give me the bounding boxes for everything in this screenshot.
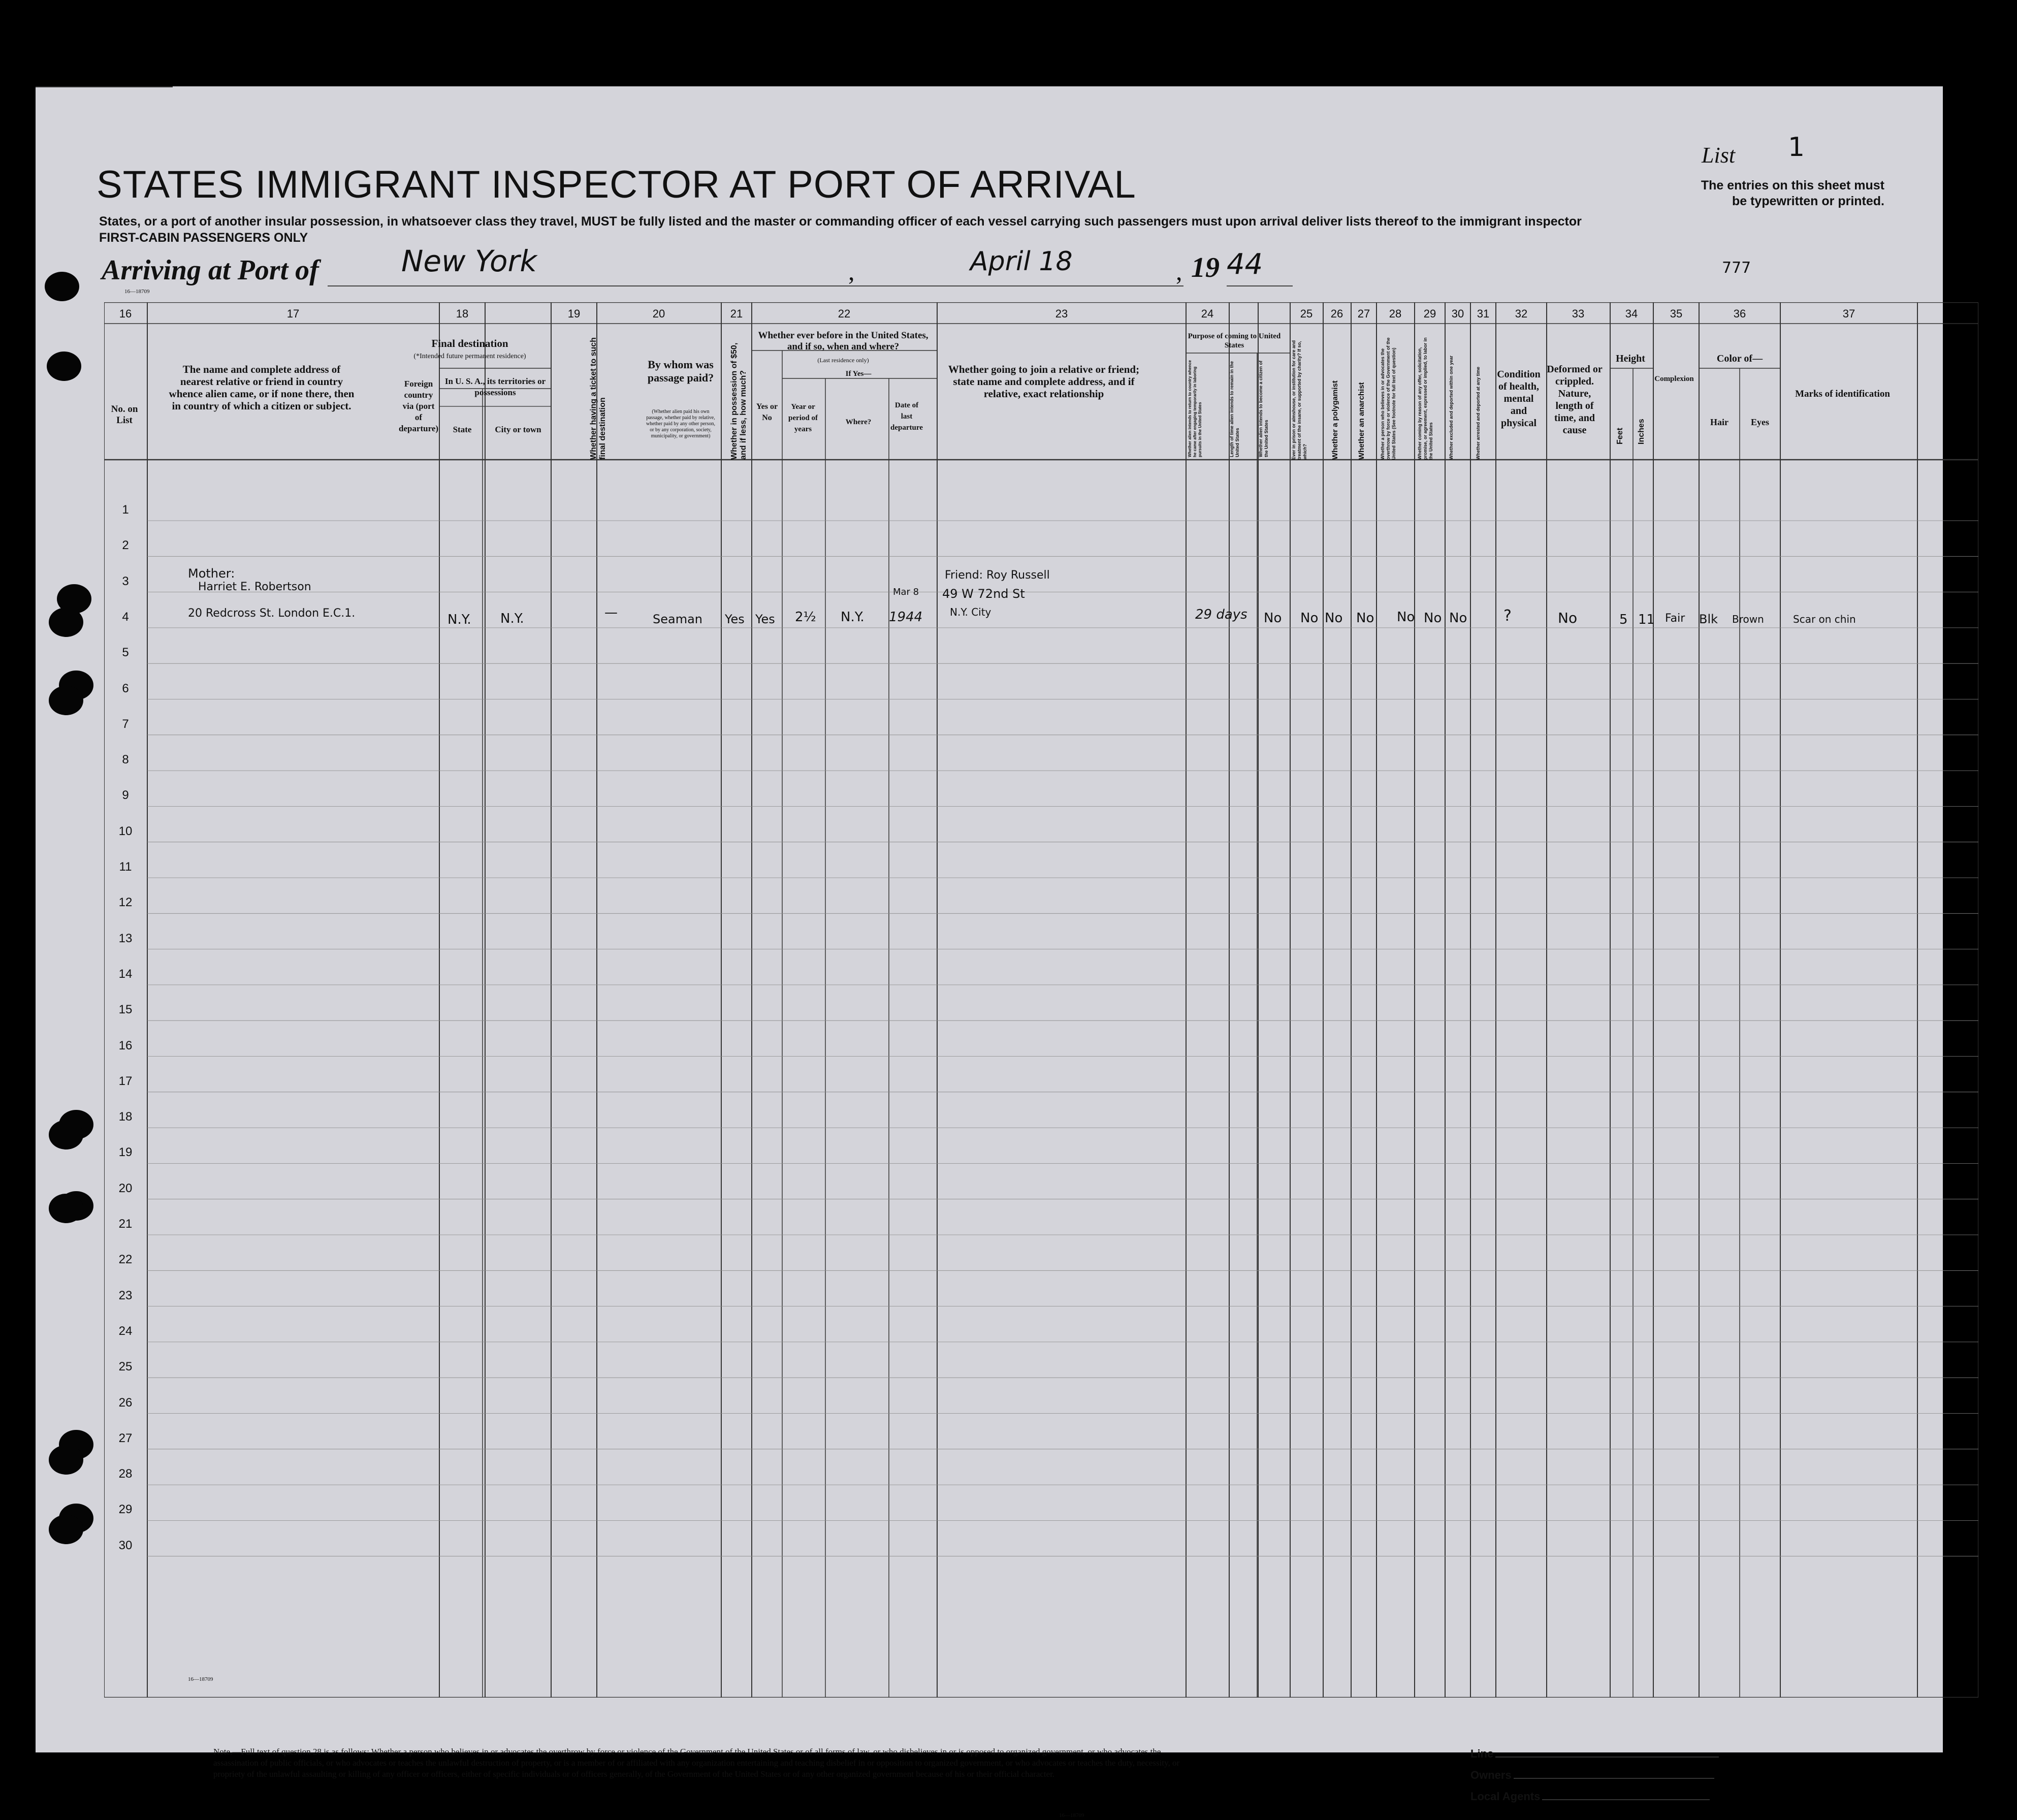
column-number: 33 <box>1572 307 1585 320</box>
typewritten-note-line1: The entries on this sheet must <box>1701 178 1884 193</box>
entry-prison: No <box>1264 611 1282 626</box>
header-nearest-relative: The name and complete address of nearest relative or friend in country whence alien came, or if none there, then in country of which a citizen or subject. <box>169 363 355 412</box>
column-number: 34 <box>1625 307 1638 320</box>
port-value: New York <box>401 244 537 278</box>
header-q29: Whether coming by reason of any offer, solicitation, promise, or agreement, expressed or implied, to labor in the United States <box>1417 337 1433 460</box>
entry-polygamist: No <box>1300 611 1319 626</box>
grid-lines <box>104 302 1978 1698</box>
row-number: 18 <box>118 1110 133 1124</box>
header-final-destination-note: (*Intended future permanent residence) <box>413 353 526 360</box>
column-number: 32 <box>1515 307 1528 320</box>
entry-friend-street: 49 W 72nd St <box>942 587 1025 601</box>
header-ticket: Whether having a ticket to such final destination <box>589 337 607 460</box>
entry-possession-50: Yes <box>725 612 745 626</box>
header-purpose-b: Length of time alien intends to remain in the United States <box>1229 361 1240 457</box>
agents-label <box>1470 1786 1719 1807</box>
header-in-usa: In U. S. A., its territories or possessions <box>444 376 546 397</box>
entry-complexion: Fair <box>1665 612 1685 625</box>
form-number: 16—18709 <box>124 289 150 295</box>
entry-feet: 5 <box>1619 612 1628 627</box>
manifest-sheet <box>36 86 1943 1818</box>
entry-relative-label: Mother: <box>188 566 235 581</box>
column-number: 18 <box>456 307 469 320</box>
entry-departure-year: 1944 <box>889 610 923 625</box>
header-passage-paid-note: (Whether alien paid his own passage, whether paid by relative, whether paid by any other person, or by any corporation, society, municipality, or government) <box>646 409 716 439</box>
comma-1: , <box>848 257 855 285</box>
date-value: April 18 <box>970 246 1073 277</box>
row-number: 23 <box>118 1288 133 1302</box>
row-number: 20 <box>118 1181 133 1195</box>
entry-q29: No <box>1397 610 1415 625</box>
column-number: 31 <box>1477 307 1490 320</box>
row-number: 16 <box>118 1038 133 1052</box>
entry-departure-month: Mar 8 <box>893 587 919 597</box>
row-number: 10 <box>118 824 133 838</box>
list-label: List <box>1702 143 1736 168</box>
form-class-note: FIRST-CABIN PASSENGERS ONLY <box>99 231 308 245</box>
form-subtitle: States, or a port of another insular possession, in whatsoever class they travel, MUST be fully listed and the master or commanding officer of each vessel carrying such passengers must upon arrival deliver lists thereof to the immigrant inspector <box>99 214 1582 229</box>
column-number: 17 <box>286 307 300 320</box>
entry-friend-city: N.Y. City <box>950 606 991 618</box>
header-q31: Whether arrested and deported at any time <box>1476 366 1481 460</box>
header-ever-before-note: (Last residence only) <box>817 357 869 364</box>
row-number: 27 <box>118 1431 133 1445</box>
owners-label <box>1470 1765 1719 1786</box>
row-number: 6 <box>122 681 129 695</box>
entry-city: N.Y. <box>500 611 524 626</box>
row-number: 3 <box>122 574 129 588</box>
list-underline <box>36 86 173 87</box>
header-purpose-a: Whether alien intends to return to country whence he came after engaging temporarily in laboring pursuits in the United States <box>1188 360 1202 457</box>
column-number: 35 <box>1670 307 1683 320</box>
column-number: 19 <box>567 307 581 320</box>
header-state: State <box>453 425 472 434</box>
row-number: 17 <box>118 1074 133 1088</box>
binder-hole <box>49 608 83 637</box>
year-suffix: 44 <box>1227 248 1263 281</box>
header-possession-50: Whether in possession of $50, and if less, how much? <box>730 342 748 460</box>
column-number: 25 <box>1300 307 1313 320</box>
row-number: 12 <box>118 896 133 910</box>
entry-ticket: — <box>604 605 618 620</box>
header-color-of: Color of— <box>1716 353 1763 364</box>
column-number: 28 <box>1389 307 1402 320</box>
column-number: 37 <box>1842 307 1855 320</box>
corner-mark: 777 <box>1722 259 1751 277</box>
header-joining-relative: Whether going to join a relative or friend; state name and complete address, and if relative, exact relationship <box>948 363 1140 400</box>
header-purpose-c: Whether alien intends to become a citizen of the United States <box>1258 360 1269 457</box>
entry-anarchist: No <box>1325 611 1343 626</box>
entry-ever-before: Yes <box>755 612 775 626</box>
row-number: 15 <box>118 1003 133 1017</box>
header-anarchist: Whether an anarchist <box>1357 382 1366 460</box>
row-number: 28 <box>118 1467 133 1481</box>
column-number: 30 <box>1451 307 1464 320</box>
row-number: 22 <box>118 1253 133 1267</box>
header-eyes: Eyes <box>1751 417 1769 427</box>
binder-hole <box>49 1120 83 1150</box>
header-feet: Feet <box>1616 428 1624 444</box>
header-height: Height <box>1616 353 1645 364</box>
row-number: 19 <box>118 1145 133 1160</box>
header-prison: Ever in prison or almshouse, or institution for care and treatment of the insane, or supported by charity? If so, which? <box>1291 340 1307 460</box>
row-number: 14 <box>118 967 133 981</box>
entry-q31: No <box>1449 611 1467 626</box>
header-city: City or town <box>495 425 541 434</box>
year-prefix: 19 <box>1191 252 1220 283</box>
header-foreign-country: Foreign country via (port of departure) <box>399 379 439 433</box>
column-number: 29 <box>1423 307 1436 320</box>
column-number: 36 <box>1733 307 1746 320</box>
entry-deformed: No <box>1558 610 1578 626</box>
header-inches: Inches <box>1637 419 1646 444</box>
bottom-signature-block <box>1470 1743 1719 1807</box>
row-number: 9 <box>122 788 129 803</box>
header-marks: Marks of identification <box>1795 389 1890 399</box>
entry-where: N.Y. <box>841 610 865 625</box>
entry-condition: ? <box>1503 607 1512 625</box>
date-underline <box>853 285 1183 286</box>
binder-hole <box>47 352 81 381</box>
typewritten-note <box>1661 178 1884 209</box>
column-number: 23 <box>1055 307 1068 320</box>
entry-years: 2½ <box>795 610 816 625</box>
binder-hole <box>49 686 83 715</box>
line-label <box>1470 1743 1719 1765</box>
entry-marks: Scar on chin <box>1793 613 1856 625</box>
header-yes-no: Yes or No <box>756 402 778 422</box>
row-number: 29 <box>118 1503 133 1517</box>
column-number: 27 <box>1357 307 1370 320</box>
footnote: Note.—Full text of question 28 is as follows: Whether a person who believes in or advocates the overthrow by force or violence of the Government of the United States or of all forms of law, or who disbelieves in or is opposed to organized government, or who advocates the assassination of public officials, or who advocates or teaches the unlawful destruction of property, or is a member of or affiliated with any organization entertaining and teaching disbelief in or opposition to organized government, or who advocates or teaches the duty, necessity, or propriety of the unlawful assaulting or killing of any officer or officers, either of specific individuals or of officers generally, of the Government of the United States or of any other organized government because of his or their official character. <box>213 1747 1180 1779</box>
row-number: 5 <box>122 646 129 660</box>
entry-eyes: Brown <box>1732 613 1764 625</box>
column-number: 24 <box>1201 307 1214 320</box>
row-number: 24 <box>118 1324 133 1338</box>
entry-hair: Blk <box>1699 612 1718 626</box>
binder-hole <box>49 1515 83 1544</box>
header-if-yes: If Yes— <box>845 370 872 378</box>
row-number: 1 <box>122 503 129 517</box>
typewritten-note-line2: be typewritten or printed. <box>1732 194 1884 208</box>
row-number: 26 <box>118 1395 133 1410</box>
year-underline <box>1227 285 1293 286</box>
entry-inches: 11 <box>1638 612 1655 627</box>
column-number: 21 <box>730 307 743 320</box>
header-date-last-departure: Date of last departure <box>890 401 923 432</box>
column-number: 20 <box>652 307 665 320</box>
line-label-text: Line <box>1470 1747 1494 1760</box>
entry-q30: No <box>1424 611 1442 626</box>
entry-length-of-stay: 29 days <box>1195 607 1247 622</box>
header-ever-before: Whether ever before in the United States, and if so, when and where? <box>758 330 929 352</box>
entry-passage-paid: Seaman <box>653 612 703 626</box>
header-final-destination: Final destination <box>431 337 508 349</box>
row-number: 21 <box>118 1217 133 1231</box>
form-title: STATES IMMIGRANT INSPECTOR AT PORT OF ARRIVAL <box>97 163 1136 206</box>
header-passage-paid: By whom was passage paid? <box>647 358 714 384</box>
entry-relative-address: 20 Redcross St. London E.C.1. <box>188 607 356 620</box>
entry-state: N.Y. <box>447 612 471 627</box>
header-where: Where? <box>845 418 872 426</box>
header-purpose: Purpose of coming to United States <box>1188 332 1281 349</box>
comma-2: , <box>1176 257 1182 285</box>
column-number: 16 <box>119 307 132 320</box>
header-q30: Whether excluded and deported within one year <box>1449 355 1454 460</box>
row-number: 4 <box>122 610 129 624</box>
list-number: 1 <box>1788 132 1805 163</box>
header-complexion: Complexion <box>1654 375 1694 383</box>
row-number: 7 <box>122 717 129 731</box>
entry-q28: No <box>1356 611 1374 626</box>
binder-hole <box>45 272 79 301</box>
binder-hole <box>49 1194 83 1223</box>
entry-relative-name: Harriet E. Robertson <box>198 581 311 593</box>
header-polygamist: Whether a polygamist <box>1331 380 1339 460</box>
header-q28: Whether a person who believes in or advocates the overthrow by force or violence of the Government of the United States (See footnote for full text of question) <box>1380 337 1396 460</box>
header-no-on-list: No. on List <box>111 404 138 426</box>
column-number: 22 <box>838 307 851 320</box>
row-number: 8 <box>122 753 129 767</box>
header-condition: Condition of health, mental and physical <box>1497 369 1541 429</box>
row-number: 25 <box>118 1360 133 1374</box>
manifest-grid <box>104 302 1978 1698</box>
row-number: 13 <box>118 931 133 945</box>
entry-friend-name: Friend: Roy Russell <box>945 569 1050 582</box>
arriving-label: Arriving at Port of <box>102 254 319 286</box>
port-underline <box>328 285 861 286</box>
agents-label-text: Local Agents <box>1470 1790 1541 1803</box>
header-deformed: Deformed or crippled. Nature, length of time, and cause <box>1547 364 1603 436</box>
grid-form-number: 16—18709 <box>188 1676 213 1682</box>
binder-hole <box>49 1445 83 1475</box>
row-number: 30 <box>118 1538 133 1552</box>
row-number: 2 <box>122 538 129 553</box>
owners-label-text: Owners <box>1470 1769 1512 1781</box>
row-number: 11 <box>119 860 132 874</box>
header-year-period: Year or period of years <box>788 403 818 433</box>
column-number: 26 <box>1330 307 1343 320</box>
footnote-form-number: 16—18709 <box>1059 1812 1084 1818</box>
header-hair: Hair <box>1710 417 1728 427</box>
